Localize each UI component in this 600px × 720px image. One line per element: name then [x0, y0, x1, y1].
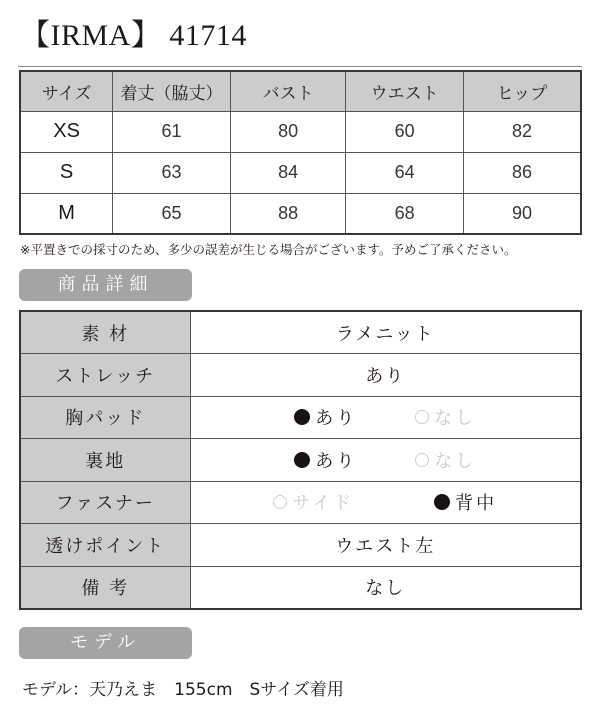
size-cell: S — [20, 152, 113, 193]
bust-cell: 84 — [230, 152, 346, 193]
size-chart-table — [19, 70, 582, 235]
empty-circle-icon — [415, 410, 429, 424]
detail-row-bust-pad — [20, 396, 581, 439]
size-cell: XS — [20, 111, 113, 152]
detail-options — [190, 396, 581, 439]
bust-cell: 80 — [230, 111, 346, 152]
table-row — [20, 111, 581, 152]
detail-label: 胸パッド — [20, 396, 190, 439]
filled-circle-icon — [434, 494, 450, 510]
column-header-hip: ヒップ — [463, 71, 581, 111]
detail-value: ラメニット — [190, 311, 581, 354]
option-label: 背中 — [455, 493, 498, 515]
option-label: なし — [434, 408, 477, 430]
option-unselected — [273, 489, 354, 515]
detail-row-lining — [20, 439, 581, 482]
waist-cell: 64 — [346, 152, 464, 193]
column-header-size: サイズ — [20, 71, 113, 111]
option-label: なし — [434, 450, 477, 472]
filled-circle-icon — [294, 452, 310, 468]
option-selected — [294, 404, 357, 430]
option-label: あり — [315, 408, 358, 430]
option-unselected — [415, 404, 476, 430]
section-badge-details: 商品詳細 — [19, 269, 192, 301]
size-cell: M — [20, 193, 113, 234]
detail-label: ファスナー — [20, 481, 190, 524]
column-header-bust: バスト — [230, 71, 346, 111]
detail-row-remarks — [20, 566, 581, 609]
detail-row-material — [20, 311, 581, 354]
section-badge-model: モデル — [19, 627, 192, 659]
detail-label: ストレッチ — [20, 354, 190, 397]
product-title: 【IRMA】 41714 — [20, 19, 247, 52]
size-table-header-row — [20, 71, 581, 111]
length-cell: 63 — [113, 152, 231, 193]
detail-row-zipper — [20, 481, 581, 524]
measurement-note: ※平置きでの採寸のため、多少の誤差が生じる場合がございます。予めご了承ください。 — [20, 242, 517, 257]
detail-options — [190, 439, 581, 482]
detail-value: ウエスト左 — [190, 524, 581, 567]
column-header-waist: ウエスト — [346, 71, 464, 111]
option-label: サイド — [292, 493, 355, 515]
waist-cell: 68 — [346, 193, 464, 234]
length-cell: 61 — [113, 111, 231, 152]
empty-circle-icon — [273, 495, 287, 509]
empty-circle-icon — [415, 453, 429, 467]
hip-cell: 90 — [463, 193, 581, 234]
product-details-table — [19, 310, 582, 610]
detail-label: 備 考 — [20, 566, 190, 609]
hip-cell: 82 — [463, 111, 581, 152]
bust-cell: 88 — [230, 193, 346, 234]
detail-label: 透けポイント — [20, 524, 190, 567]
title-divider — [18, 66, 582, 67]
option-selected — [294, 447, 357, 473]
detail-options — [190, 481, 581, 524]
filled-circle-icon — [294, 409, 310, 425]
column-header-length: 着丈（脇丈） — [113, 71, 231, 111]
length-cell: 65 — [113, 193, 231, 234]
option-unselected — [415, 447, 476, 473]
model-info: モデル：天乃えま 155cm Sサイズ着用 — [22, 680, 344, 700]
detail-value: あり — [190, 354, 581, 397]
detail-value: なし — [190, 566, 581, 609]
option-label: あり — [315, 450, 358, 472]
detail-label: 裏地 — [20, 439, 190, 482]
option-selected — [434, 489, 497, 515]
table-row — [20, 193, 581, 234]
detail-row-stretch — [20, 354, 581, 397]
hip-cell: 86 — [463, 152, 581, 193]
detail-row-see-through — [20, 524, 581, 567]
table-row — [20, 152, 581, 193]
waist-cell: 60 — [346, 111, 464, 152]
detail-label: 素 材 — [20, 311, 190, 354]
